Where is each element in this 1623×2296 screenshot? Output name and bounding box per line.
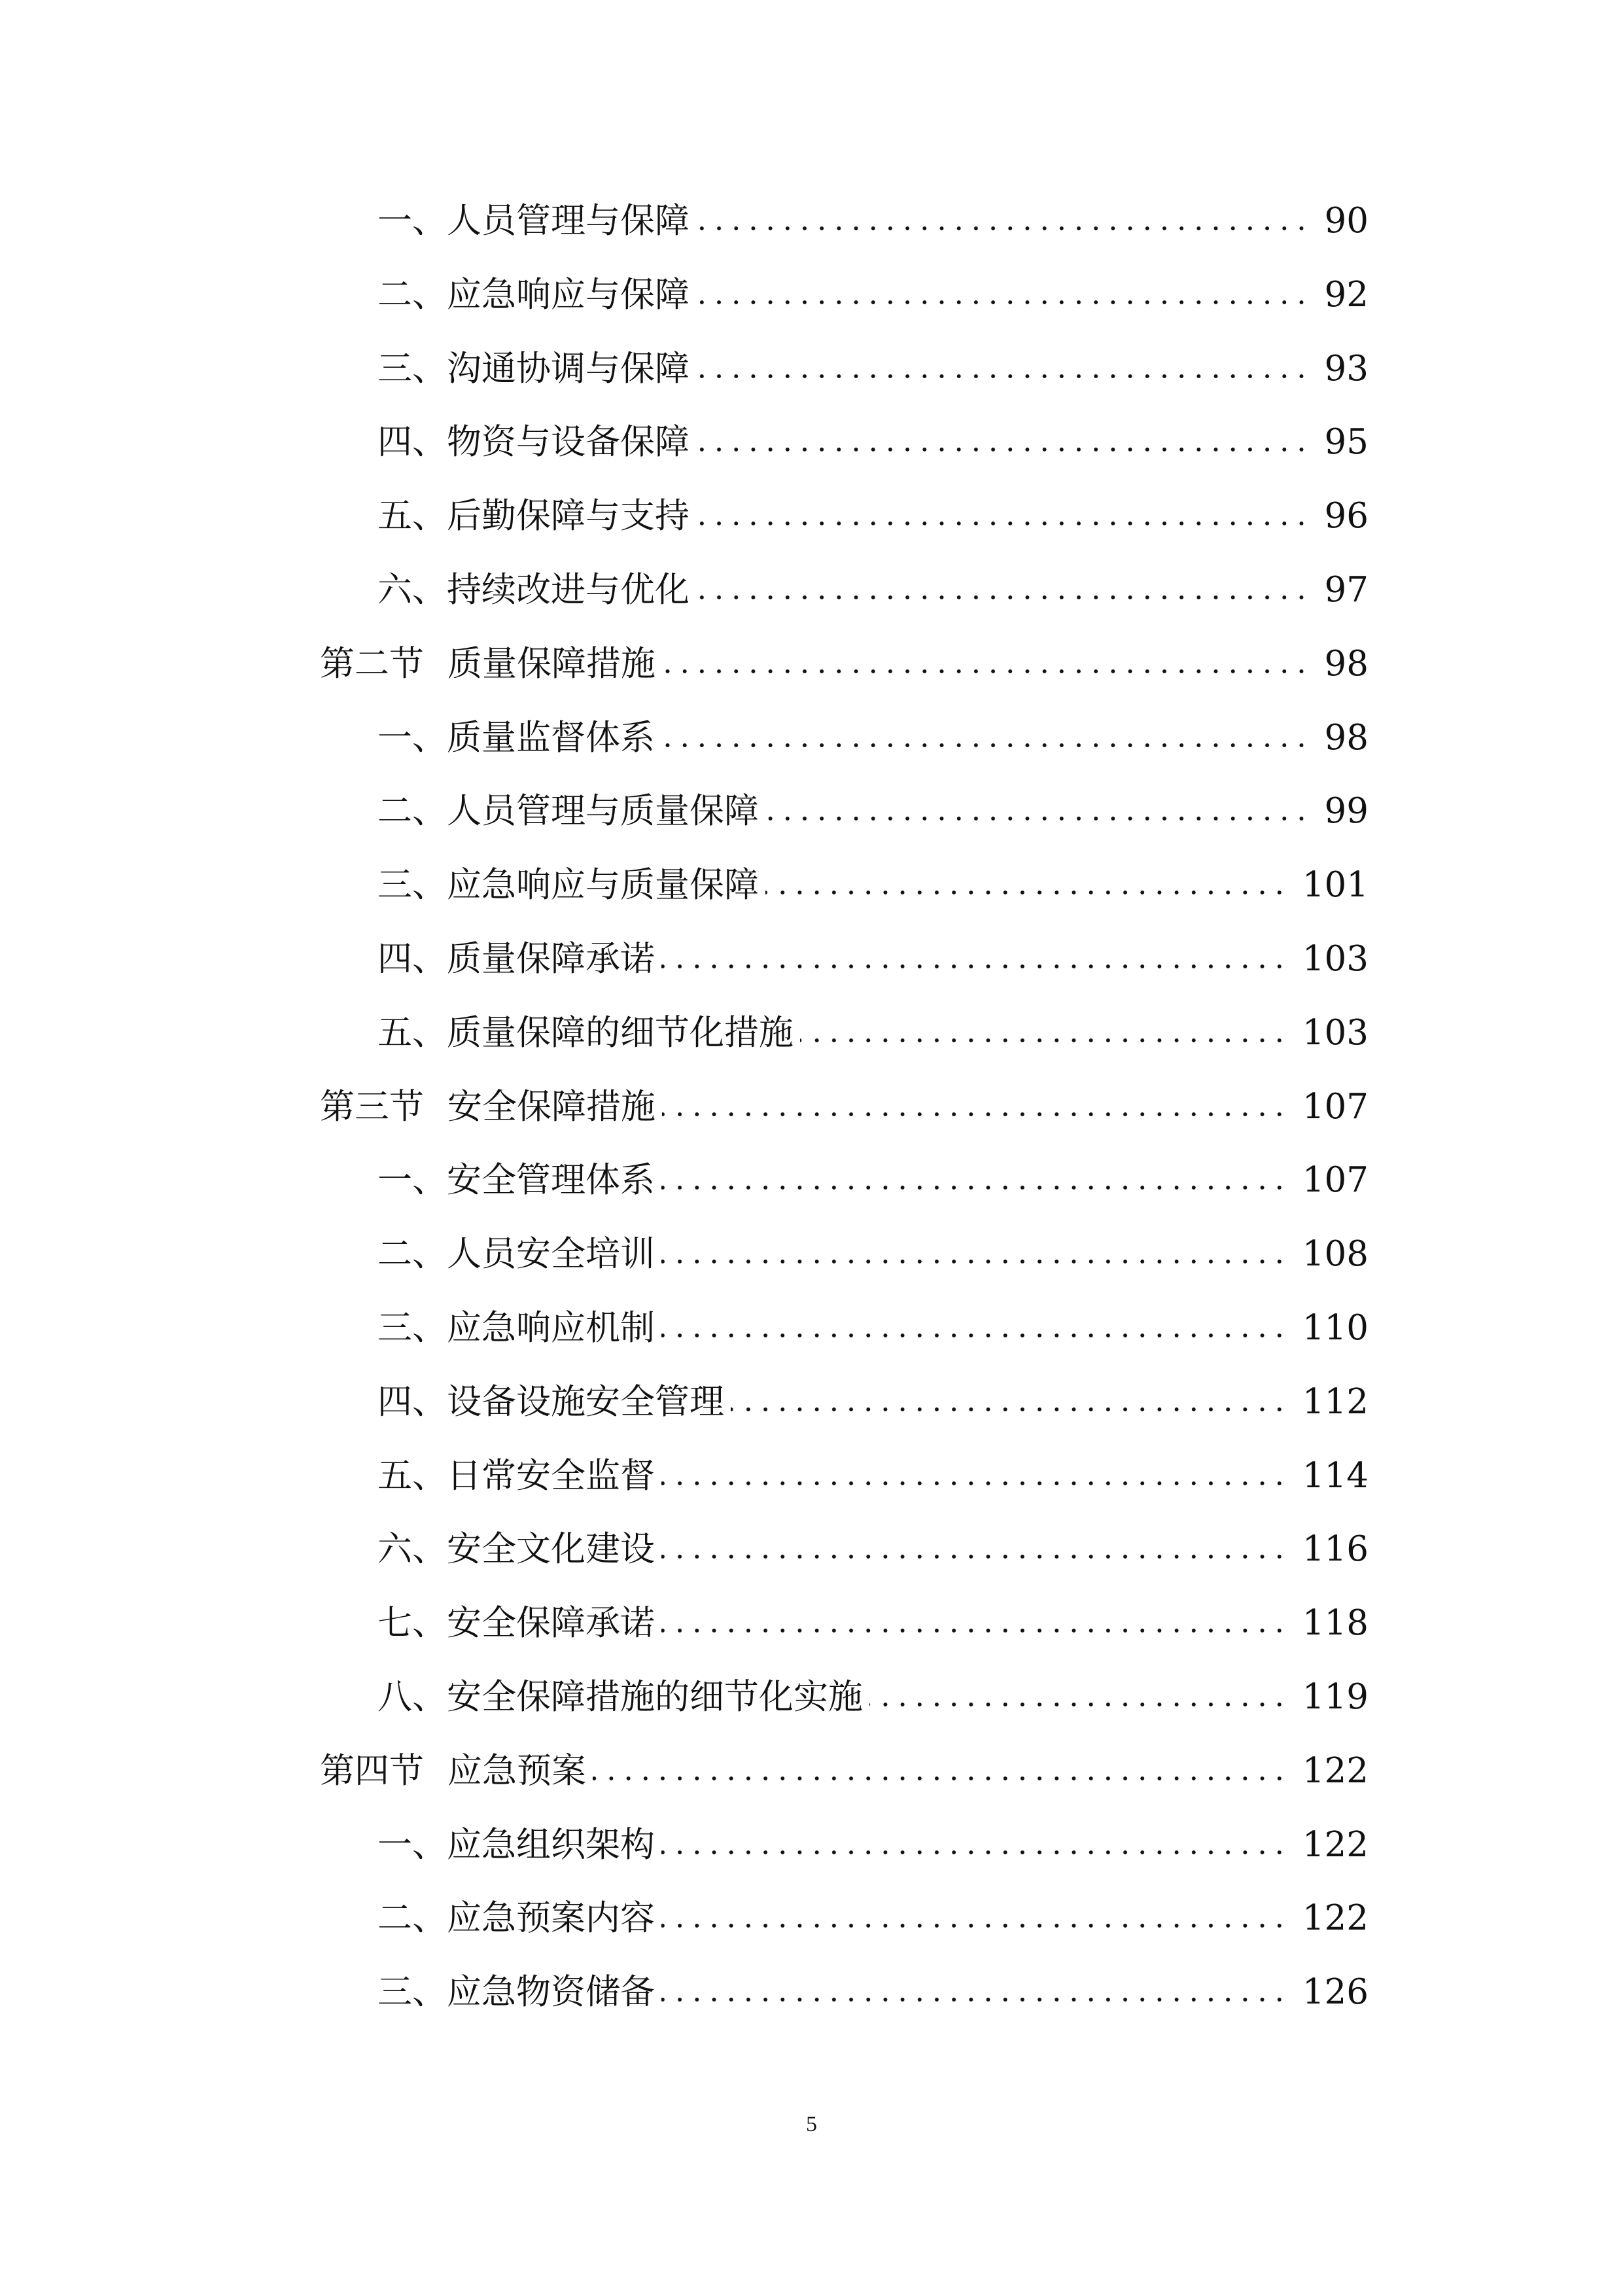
toc-entry-title: 应急响应与保障	[447, 274, 689, 315]
dot-leader	[661, 1555, 1288, 1559]
dot-leader	[765, 891, 1288, 894]
toc-entry-number: 一、	[377, 1824, 447, 1865]
toc-entry-title: 人员管理与保障	[447, 201, 689, 241]
toc-entry-title: 安全管理体系	[447, 1160, 655, 1201]
toc-entry-number: 五、	[377, 1012, 447, 1053]
toc-entry-title: 应急响应机制	[447, 1308, 655, 1348]
dot-leader	[662, 669, 1310, 673]
toc-entry-number: 一、	[377, 201, 447, 241]
dot-leader	[593, 1776, 1288, 1780]
dot-leader	[696, 448, 1310, 451]
toc-entry-title: 应急预案	[447, 1750, 586, 1791]
dot-leader	[765, 817, 1310, 821]
toc-subsection-entry[interactable]	[377, 1889, 1369, 1948]
toc-entry-page: 103	[1302, 1012, 1369, 1053]
toc-subsection-entry[interactable]	[377, 1816, 1369, 1875]
toc-entry-number: 四、	[377, 939, 447, 979]
dot-leader	[661, 1850, 1288, 1854]
dot-leader	[800, 1038, 1288, 1042]
toc-subsection-entry[interactable]	[377, 1594, 1369, 1653]
toc-entry-title: 应急物资储备	[447, 1972, 655, 2013]
toc-entry-page: 99	[1324, 791, 1369, 832]
toc-entry-page: 98	[1324, 643, 1369, 684]
toc-entry-number: 五、	[377, 1455, 447, 1496]
dot-leader	[661, 1629, 1288, 1633]
toc-entry-page: 98	[1324, 717, 1369, 758]
toc-entry-number: 第二节	[320, 643, 424, 684]
toc-section-entry[interactable]	[320, 1742, 1369, 1801]
dot-leader	[662, 1112, 1288, 1116]
toc-entry-title: 持续改进与优化	[447, 570, 689, 610]
toc-entry-number: 七、	[377, 1603, 447, 1644]
toc-entry-page: 97	[1324, 570, 1369, 610]
toc-subsection-entry[interactable]	[377, 487, 1369, 546]
toc-subsection-entry[interactable]	[377, 782, 1369, 841]
dot-leader	[731, 1407, 1288, 1411]
toc-entry-page: 122	[1302, 1898, 1369, 1939]
toc-entry-page: 92	[1324, 274, 1369, 315]
page-number: 5	[806, 2112, 817, 2136]
toc-entry-page: 103	[1302, 939, 1369, 979]
toc-section-entry[interactable]	[320, 635, 1369, 694]
toc-entry-number: 三、	[377, 1308, 447, 1348]
toc-entry-page: 93	[1324, 348, 1369, 389]
toc-entry-number: 三、	[377, 865, 447, 906]
dot-leader	[661, 743, 1310, 747]
toc-entry-page: 126	[1302, 1972, 1369, 2013]
toc-entry-title: 人员管理与质量保障	[447, 791, 759, 832]
toc-entry-title: 质量保障措施	[447, 643, 655, 684]
toc-entry-title: 安全保障承诺	[447, 1603, 655, 1644]
dot-leader	[661, 1924, 1288, 1928]
dot-leader	[661, 1333, 1288, 1337]
toc-entry-page: 101	[1302, 865, 1369, 906]
toc-subsection-entry[interactable]	[377, 1225, 1369, 1284]
toc-entry-title: 应急预案内容	[447, 1898, 655, 1939]
toc-entry-number: 二、	[377, 1898, 447, 1939]
toc-entry-page: 122	[1302, 1824, 1369, 1865]
toc-subsection-entry[interactable]	[377, 930, 1369, 989]
toc-entry-number: 四、	[377, 422, 447, 463]
toc-subsection-entry[interactable]	[377, 1151, 1369, 1210]
toc-subsection-entry[interactable]	[377, 340, 1369, 398]
toc-entry-title: 设备设施安全管理	[447, 1381, 724, 1422]
toc-entry-page: 108	[1302, 1234, 1369, 1275]
toc-subsection-entry[interactable]	[377, 709, 1369, 768]
toc-subsection-entry[interactable]	[377, 1963, 1369, 2022]
dot-leader	[661, 1998, 1288, 2002]
dot-leader	[696, 521, 1310, 525]
toc-entry-number: 二、	[377, 791, 447, 832]
dot-leader	[696, 300, 1310, 304]
toc-entry-title: 安全保障措施	[447, 1086, 655, 1127]
toc-entry-title: 安全保障措施的细节化实施	[447, 1677, 863, 1717]
toc-entry-page: 114	[1302, 1455, 1369, 1496]
toc-entry-title: 质量保障的细节化措施	[447, 1012, 794, 1053]
toc-section-entry[interactable]	[320, 1078, 1369, 1137]
toc-entry-number: 四、	[377, 1381, 447, 1422]
toc-subsection-entry[interactable]	[377, 1299, 1369, 1358]
toc-entry-title: 人员安全培训	[447, 1234, 655, 1275]
toc-subsection-entry[interactable]	[377, 266, 1369, 325]
toc-entry-page: 90	[1324, 201, 1369, 241]
toc-subsection-entry[interactable]	[377, 1668, 1369, 1727]
toc-entry-number: 五、	[377, 496, 447, 537]
toc-entry-page: 95	[1324, 422, 1369, 463]
dot-leader	[696, 374, 1310, 378]
toc-entry-title: 应急组织架构	[447, 1824, 655, 1865]
toc-entry-number: 六、	[377, 570, 447, 610]
toc-entry-number: 三、	[377, 1972, 447, 2013]
toc-entry-title: 沟通协调与保障	[447, 348, 689, 389]
toc-entry-number: 第三节	[320, 1086, 424, 1127]
toc-entry-page: 112	[1302, 1381, 1369, 1422]
toc-entry-number: 一、	[377, 1160, 447, 1201]
toc-entry-page: 96	[1324, 496, 1369, 537]
toc-entry-number: 六、	[377, 1529, 447, 1570]
toc-subsection-entry[interactable]	[377, 192, 1369, 251]
toc-subsection-entry[interactable]	[377, 856, 1369, 915]
toc-entry-title: 日常安全监督	[447, 1455, 655, 1496]
toc-entry-number: 二、	[377, 274, 447, 315]
toc-entry-title: 质量保障承诺	[447, 939, 655, 979]
toc-entry-number: 二、	[377, 1234, 447, 1275]
toc-subsection-entry[interactable]	[377, 1447, 1369, 1506]
toc-entry-page: 119	[1302, 1677, 1369, 1717]
dot-leader	[661, 964, 1288, 968]
dot-leader	[661, 1481, 1288, 1485]
toc-entry-title: 安全文化建设	[447, 1529, 655, 1570]
toc-entry-title: 物资与设备保障	[447, 422, 689, 463]
toc-entry-page: 107	[1302, 1160, 1369, 1201]
toc-entry-title: 质量监督体系	[447, 717, 655, 758]
dot-leader	[661, 1186, 1288, 1190]
toc-entry-page: 110	[1302, 1308, 1369, 1348]
toc-entry-page: 107	[1302, 1086, 1369, 1127]
toc-entry-page: 122	[1302, 1750, 1369, 1791]
toc-subsection-entry[interactable]	[377, 1373, 1369, 1432]
dot-leader	[661, 1260, 1288, 1263]
toc-entry-title: 应急响应与质量保障	[447, 865, 759, 906]
dot-leader	[696, 595, 1310, 599]
toc-entry-number: 一、	[377, 717, 447, 758]
toc-subsection-entry[interactable]	[377, 1520, 1369, 1579]
toc-entry-number: 八、	[377, 1677, 447, 1717]
dot-leader	[696, 226, 1310, 230]
toc-entry-page: 116	[1302, 1529, 1369, 1570]
toc-subsection-entry[interactable]	[377, 1004, 1369, 1063]
toc-entry-title: 后勤保障与支持	[447, 496, 689, 537]
toc-entry-number: 第四节	[320, 1750, 424, 1791]
toc-subsection-entry[interactable]	[377, 561, 1369, 620]
toc-entry-number: 三、	[377, 348, 447, 389]
toc-entry-page: 118	[1302, 1603, 1369, 1644]
dot-leader	[869, 1703, 1288, 1706]
toc-subsection-entry[interactable]	[377, 413, 1369, 472]
